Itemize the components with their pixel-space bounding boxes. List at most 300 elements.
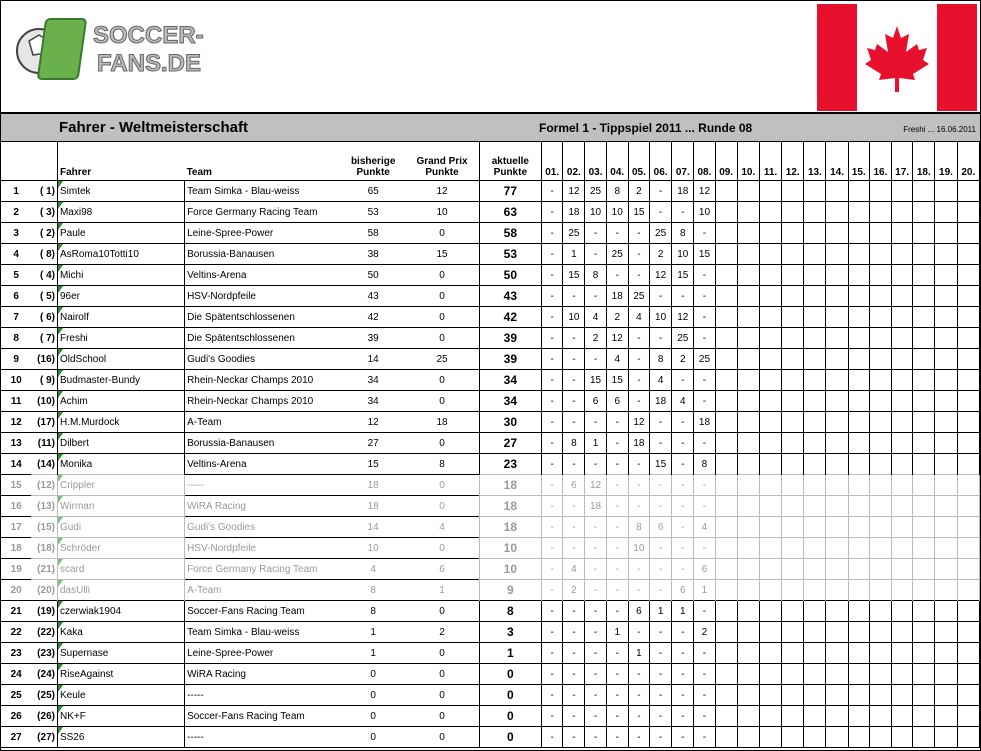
comment-marker-icon [58,664,63,671]
round-cell [957,601,979,622]
header-row [1,142,980,181]
gp-points: 8 [405,454,479,475]
round-cell: - [650,286,672,307]
round-cell: - [563,496,585,517]
round-cell [782,286,804,307]
round-cell [715,223,737,244]
round-cell [759,202,781,223]
gp-points: 0 [405,265,479,286]
round-cell: - [650,433,672,454]
driver-name [57,601,184,622]
current-points: 27 [479,433,542,454]
team-name: Gudi's Goodies [185,349,341,370]
previous-position: (13) [31,496,57,517]
svg-text:SOCCER-: SOCCER- [93,22,204,49]
round-cell [715,643,737,664]
round-cell: 1 [650,601,672,622]
round-cell: 15 [606,370,628,391]
round-cell: - [628,391,649,412]
round-cell [782,328,804,349]
round-cell: - [672,643,694,664]
round-cell [782,307,804,328]
team-name: A-Team [185,580,341,601]
round-cell: - [542,307,563,328]
gp-points: 0 [405,475,479,496]
round-cell: 12 [650,265,672,286]
previous-position: (11) [31,433,57,454]
round-cell: 12 [672,307,694,328]
current-points: 53 [479,244,542,265]
table-row [1,286,980,307]
current-points: 23 [479,454,542,475]
round-cell: 10 [606,202,628,223]
round-cell [737,349,759,370]
round-cell [848,223,869,244]
round-cell [826,328,848,349]
round-cell [935,706,957,727]
round-cell [804,538,826,559]
round-cell [737,643,759,664]
round-cell [869,664,891,685]
round-cell [782,370,804,391]
driver-name-text: scard [59,563,85,575]
round-cell [804,580,826,601]
round-cell: - [672,685,694,706]
comment-marker-icon [58,265,63,272]
round-cell [804,433,826,454]
gp-points: 0 [405,496,479,517]
round-cell: - [606,454,628,475]
round-cell: - [542,328,563,349]
gp-points: 0 [405,664,479,685]
current-points: 9 [479,580,542,601]
round-cell: 1 [585,433,606,454]
round-cell [935,559,957,580]
round-cell [913,475,935,496]
title-bar [1,114,980,142]
comment-marker-icon [58,328,63,335]
round-cell [759,244,781,265]
driver-name-text: AsRoma10Totti10 [59,248,139,260]
team-name: WiRA Racing [185,664,341,685]
round-cell [935,286,957,307]
previous-position: ( 7) [31,328,57,349]
round-cell: - [606,706,628,727]
round-cell: - [606,664,628,685]
round-cell: - [606,475,628,496]
round-cell: 1 [672,601,694,622]
round-cell [848,349,869,370]
round-cell [804,601,826,622]
round-cell [759,328,781,349]
table-row [1,391,980,412]
previous-points: 0 [341,685,406,706]
round-cell [804,349,826,370]
round-cell [715,307,737,328]
round-cell [804,454,826,475]
comment-marker-icon [58,643,63,650]
round-cell [869,517,891,538]
round-cell [957,286,979,307]
round-cell [913,433,935,454]
previous-position: (10) [31,391,57,412]
round-cell [935,307,957,328]
col-round: 11. [759,142,781,181]
comment-marker-icon [58,475,63,482]
previous-position: ( 8) [31,244,57,265]
comment-marker-icon [58,244,63,251]
previous-points: 0 [341,727,406,748]
round-cell [935,601,957,622]
round-cell: - [672,538,694,559]
previous-position: ( 1) [31,181,57,202]
round-cell: - [628,328,649,349]
round-cell [715,202,737,223]
round-cell [957,202,979,223]
col-round: 09. [715,142,737,181]
round-cell [869,223,891,244]
previous-points: 65 [341,181,406,202]
round-cell: - [650,559,672,580]
round-cell: - [542,664,563,685]
driver-name [57,538,184,559]
driver-name-text: 96er [59,290,80,302]
round-cell [848,580,869,601]
position: 13 [1,433,31,454]
driver-name [57,622,184,643]
round-cell [957,685,979,706]
round-cell: - [542,349,563,370]
round-cell [892,538,913,559]
driver-name-text: czerwiak1904 [59,605,122,617]
previous-points: 14 [341,349,406,370]
driver-name [57,685,184,706]
team-name: HSV-Nordpfeile [185,538,341,559]
round-cell: 18 [694,412,715,433]
round-cell [848,664,869,685]
round-cell: - [542,727,563,748]
gp-points: 0 [405,328,479,349]
table-row [1,244,980,265]
driver-name-text: H.M.Murdock [59,416,120,428]
round-cell [826,601,848,622]
round-cell [826,391,848,412]
round-cell [737,475,759,496]
table-row [1,454,980,475]
previous-position: ( 2) [31,223,57,244]
round-cell [759,433,781,454]
round-cell [715,433,737,454]
round-cell [869,202,891,223]
driver-name [57,706,184,727]
round-cell: - [694,475,715,496]
current-points: 0 [479,706,542,727]
position: 25 [1,685,31,706]
round-cell [957,622,979,643]
team-name: Soccer-Fans Racing Team [185,706,341,727]
round-cell [935,727,957,748]
table-row [1,706,980,727]
round-cell: - [585,685,606,706]
round-cell: - [694,223,715,244]
position: 4 [1,244,31,265]
position: 27 [1,727,31,748]
round-cell: - [542,622,563,643]
col-round: 14. [826,142,848,181]
round-cell [826,538,848,559]
gp-points: 0 [405,391,479,412]
current-points: 43 [479,286,542,307]
driver-name-text: Schröder [59,542,101,554]
driver-name [57,475,184,496]
driver-name-text: Wirman [59,500,95,512]
round-cell [892,559,913,580]
round-cell [737,202,759,223]
round-cell [826,706,848,727]
round-cell [759,727,781,748]
round-cell: 2 [694,622,715,643]
round-cell: - [563,643,585,664]
previous-position: (20) [31,580,57,601]
round-cell [848,391,869,412]
team-name: Force Germany Racing Team [185,559,341,580]
round-cell [869,265,891,286]
round-cell: 25 [672,328,694,349]
round-cell: - [563,328,585,349]
previous-points: 15 [341,454,406,475]
round-cell [892,580,913,601]
round-cell [892,286,913,307]
team-name: Force Germany Racing Team [185,202,341,223]
round-cell: 15 [628,202,649,223]
position: 7 [1,307,31,328]
gp-points: 2 [405,622,479,643]
round-cell: - [585,454,606,475]
round-cell: - [694,496,715,517]
round-cell [913,538,935,559]
round-cell [782,265,804,286]
round-cell: - [672,706,694,727]
gp-points: 25 [405,349,479,370]
current-points: 1 [479,643,542,664]
table-row [1,496,980,517]
round-cell: 4 [650,370,672,391]
page-header [1,1,980,114]
round-cell: - [563,622,585,643]
round-cell [848,685,869,706]
round-cell: - [694,601,715,622]
comment-marker-icon [58,286,63,293]
round-cell [848,706,869,727]
table-row [1,349,980,370]
author-date: Freshi ... 16.06.2011 [903,125,976,134]
round-cell: - [694,706,715,727]
round-cell: - [542,412,563,433]
current-points: 18 [479,475,542,496]
round-cell: - [606,580,628,601]
driver-name-text: Gudi [59,521,82,533]
round-cell: - [672,202,694,223]
round-cell [892,706,913,727]
round-cell [935,412,957,433]
driver-name [57,370,184,391]
driver-name-text: Nairolf [59,311,89,323]
round-cell: 10 [628,538,649,559]
round-cell: 12 [694,181,715,202]
round-cell [759,412,781,433]
comment-marker-icon [58,601,63,608]
previous-position: (15) [31,517,57,538]
comment-marker-icon [58,181,63,188]
round-cell [869,706,891,727]
round-cell [804,727,826,748]
round-cell [782,475,804,496]
round-cell [848,202,869,223]
round-cell [804,622,826,643]
table-row [1,433,980,454]
driver-name [57,244,184,265]
previous-points: 1 [341,643,406,664]
team-name: Leine-Spree-Power [185,223,341,244]
table-row [1,727,980,748]
round-cell [759,538,781,559]
round-cell [715,244,737,265]
previous-points: 1 [341,622,406,643]
round-cell [869,328,891,349]
comment-marker-icon [58,307,63,314]
round-cell: - [585,286,606,307]
current-points: 0 [479,664,542,685]
round-cell [804,664,826,685]
round-cell: - [650,181,672,202]
team-name: HSV-Nordpfeile [185,286,341,307]
table-row [1,622,980,643]
round-cell [759,286,781,307]
round-cell: - [563,706,585,727]
round-cell [804,244,826,265]
round-cell [737,601,759,622]
previous-position: ( 6) [31,307,57,328]
round-cell [957,580,979,601]
round-cell: - [542,454,563,475]
current-points: 63 [479,202,542,223]
gp-points: 0 [405,286,479,307]
round-cell: - [628,265,649,286]
round-cell: - [606,496,628,517]
position: 10 [1,370,31,391]
driver-name-text: SS26 [59,731,85,743]
round-cell: - [585,223,606,244]
round-cell [935,454,957,475]
round-cell: 8 [694,454,715,475]
current-points: 39 [479,328,542,349]
team-name: Die Spätentschlossenen [185,307,341,328]
round-cell: - [542,223,563,244]
previous-position: (26) [31,706,57,727]
round-cell: - [542,706,563,727]
team-name: Veltins-Arena [185,454,341,475]
round-cell [737,622,759,643]
round-cell: 6 [628,601,649,622]
round-cell [913,328,935,349]
round-cell [935,580,957,601]
round-cell: - [563,286,585,307]
round-cell [935,265,957,286]
round-cell [804,706,826,727]
round-cell [913,391,935,412]
round-cell [759,475,781,496]
round-cell: - [542,181,563,202]
previous-points: 0 [341,664,406,685]
round-cell [715,391,737,412]
round-cell: - [563,349,585,370]
round-cell [826,685,848,706]
round-cell [892,643,913,664]
round-cell: 12 [563,181,585,202]
round-cell: - [606,223,628,244]
round-cell: - [672,454,694,475]
round-cell: 10 [672,244,694,265]
driver-name [57,349,184,370]
round-cell [848,475,869,496]
round-cell: 8 [650,349,672,370]
position: 14 [1,454,31,475]
table-row [1,181,980,202]
round-cell [826,202,848,223]
position: 19 [1,559,31,580]
round-cell [715,181,737,202]
round-cell: 12 [585,475,606,496]
round-cell: - [628,664,649,685]
previous-position: (21) [31,559,57,580]
driver-name [57,727,184,748]
driver-name-text: Kaka [59,626,83,638]
round-cell [957,412,979,433]
round-cell [935,496,957,517]
driver-name [57,223,184,244]
position: 26 [1,706,31,727]
round-cell [913,559,935,580]
round-cell: 8 [606,181,628,202]
current-points: 34 [479,370,542,391]
position: 1 [1,181,31,202]
comment-marker-icon [58,433,63,440]
gp-points: 0 [405,727,479,748]
round-cell [782,580,804,601]
round-cell [782,727,804,748]
round-cell: - [628,706,649,727]
round-cell [913,601,935,622]
table-row [1,202,980,223]
round-cell [935,328,957,349]
round-cell: - [585,244,606,265]
round-cell: - [563,391,585,412]
driver-name [57,202,184,223]
round-cell: - [628,580,649,601]
driver-name-text: Supernase [59,647,109,659]
round-cell [913,727,935,748]
previous-points: 4 [341,559,406,580]
round-cell [935,391,957,412]
comment-marker-icon [58,706,63,713]
col-round: 08. [694,142,715,181]
round-cell [848,454,869,475]
round-cell [892,265,913,286]
round-cell [759,454,781,475]
previous-position: ( 9) [31,370,57,391]
previous-position: (23) [31,643,57,664]
round-cell [715,538,737,559]
